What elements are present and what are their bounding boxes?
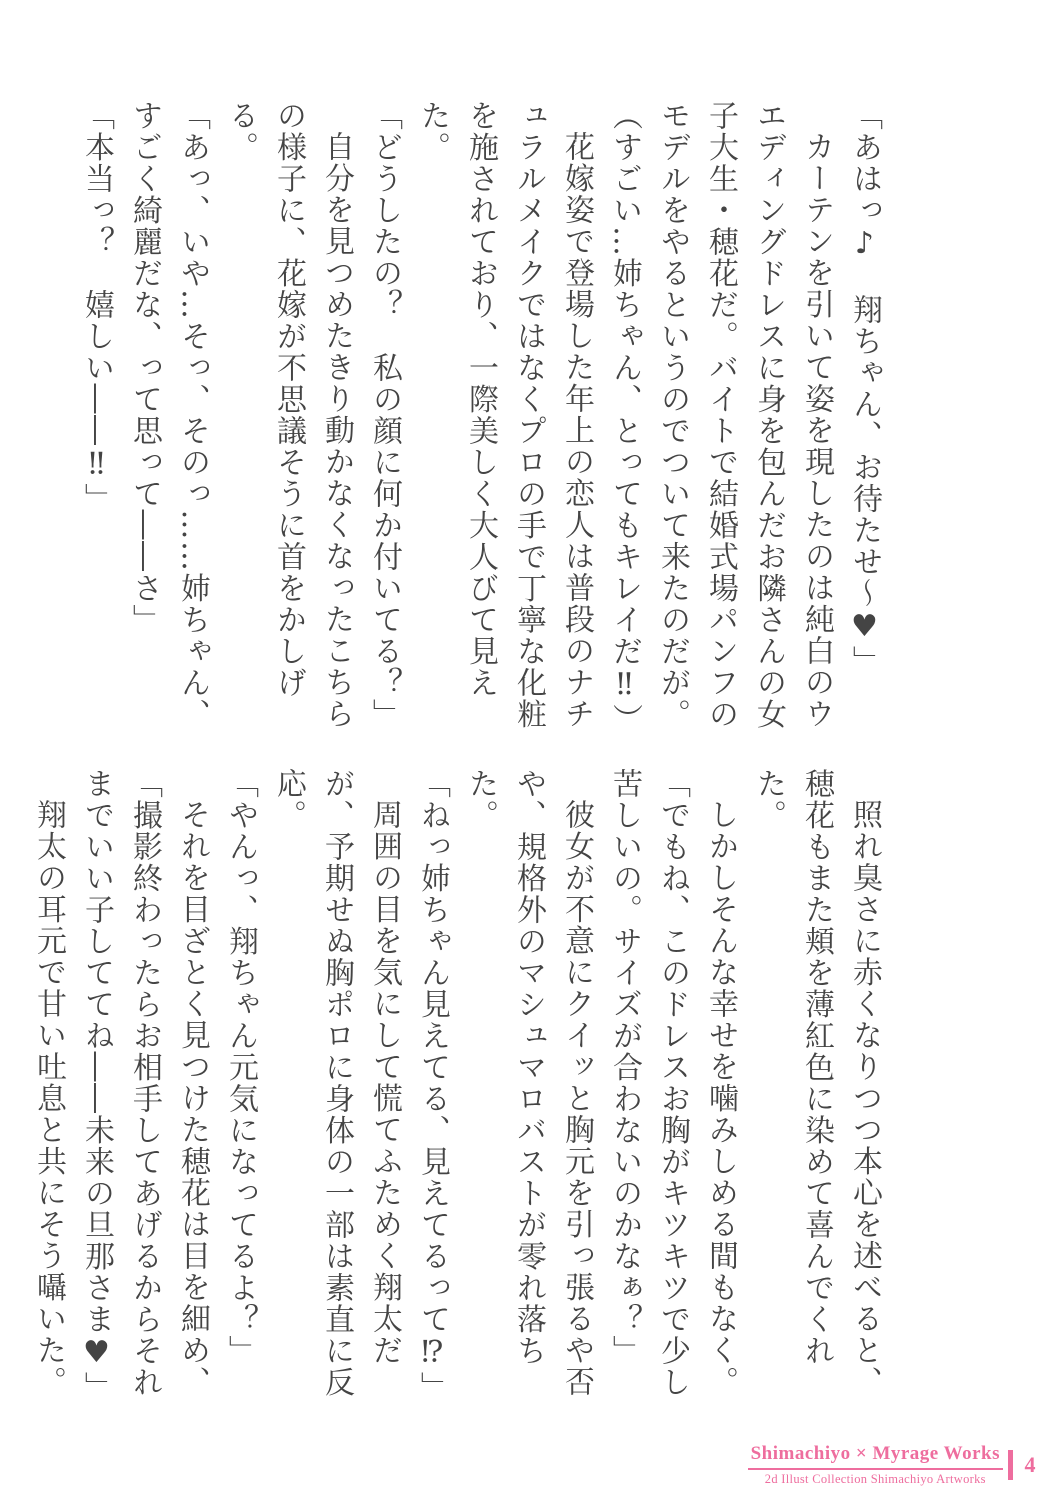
- dialogue-line: 「あはっ♪ 翔ちゃん、お待たせ〜♥」: [847, 100, 882, 677]
- story-block-bottom: [31, 768, 888, 1414]
- credit-subtitle: 2d Illust Collection Shimachiyo Artworks: [764, 1472, 986, 1486]
- narration-line: 花嫁姿で登場した年上の恋人は普段のナチュラルメイクではなくプロの手で丁寧な化粧を施されており、一際美しく大人びて見えた。: [415, 100, 594, 730]
- dialogue-line: 「でもね、このドレスお胸がキツキツで少し苦しいの。サイズが合わないのかなぁ？」: [607, 768, 690, 1398]
- credit-title: Shimachiyo × Myrage Works: [748, 1443, 1003, 1470]
- dialogue-line: 「やんっ、翔ちゃん元気になってるよ？」: [223, 768, 258, 1367]
- narration-line: 照れ臭さに赤くなりつつ本心を述べると、穂花もまた頬を薄紅色に染めて喜んでくれた。: [751, 768, 882, 1398]
- story-block-top: [79, 100, 888, 746]
- dialogue-line: 「ねっ姉ちゃん見えてる、見えてるって⁉」: [415, 768, 450, 1403]
- narration-line: 周囲の目を気にして慌てふためく翔太だが、予期せぬ胸ポロに身体の一部は素直に反応。: [271, 768, 402, 1398]
- dialogue-line: 「あっ、いや…そっ、そのっ……姉ちゃん、すごく綺麗だな、って思って――さ」: [127, 100, 210, 730]
- narration-line: それを目ざとく見つけた穂花は目を細め、: [175, 799, 210, 1398]
- thought-line: （すごい…姉ちゃん、とってもキレイだ‼）: [607, 100, 642, 735]
- dialogue-line: 「撮影終わったらお相手してあげるからそれまでいい子しててね――未来の旦那さま♥」: [79, 768, 162, 1403]
- dialogue-line: 「本当っ？ 嬉しい――‼」: [79, 100, 114, 515]
- footer: [748, 1443, 1047, 1487]
- page-number: 4: [1024, 1452, 1036, 1477]
- dialogue-line: 「どうしたの？ 私の顔に何か付いてる？」: [367, 100, 402, 730]
- narration-line: 彼女が不意にクイッと胸元を引っ張るや否や、規格外のマシュマロバストが零れ落ちた。: [463, 768, 594, 1398]
- narration-line: カーテンを引いて姿を現したのは純白のウエディングドレスに身を包んだお隣さんの女子大生・穂花だ。バイトで結婚式場パンフのモデルをやるというのでついて来たのだが。: [655, 100, 834, 730]
- narration-line: 翔太の耳元で甘い吐息と共にそう囁いた。: [31, 799, 66, 1398]
- narration-line: 自分を見つめたきり動かなくなったこちらの様子に、花嫁が不思議そうに首をかしげる。: [223, 100, 354, 730]
- narration-line: しかしそんな幸せを噛みしめる間もなく。: [703, 799, 738, 1398]
- credit-block: [748, 1443, 1003, 1487]
